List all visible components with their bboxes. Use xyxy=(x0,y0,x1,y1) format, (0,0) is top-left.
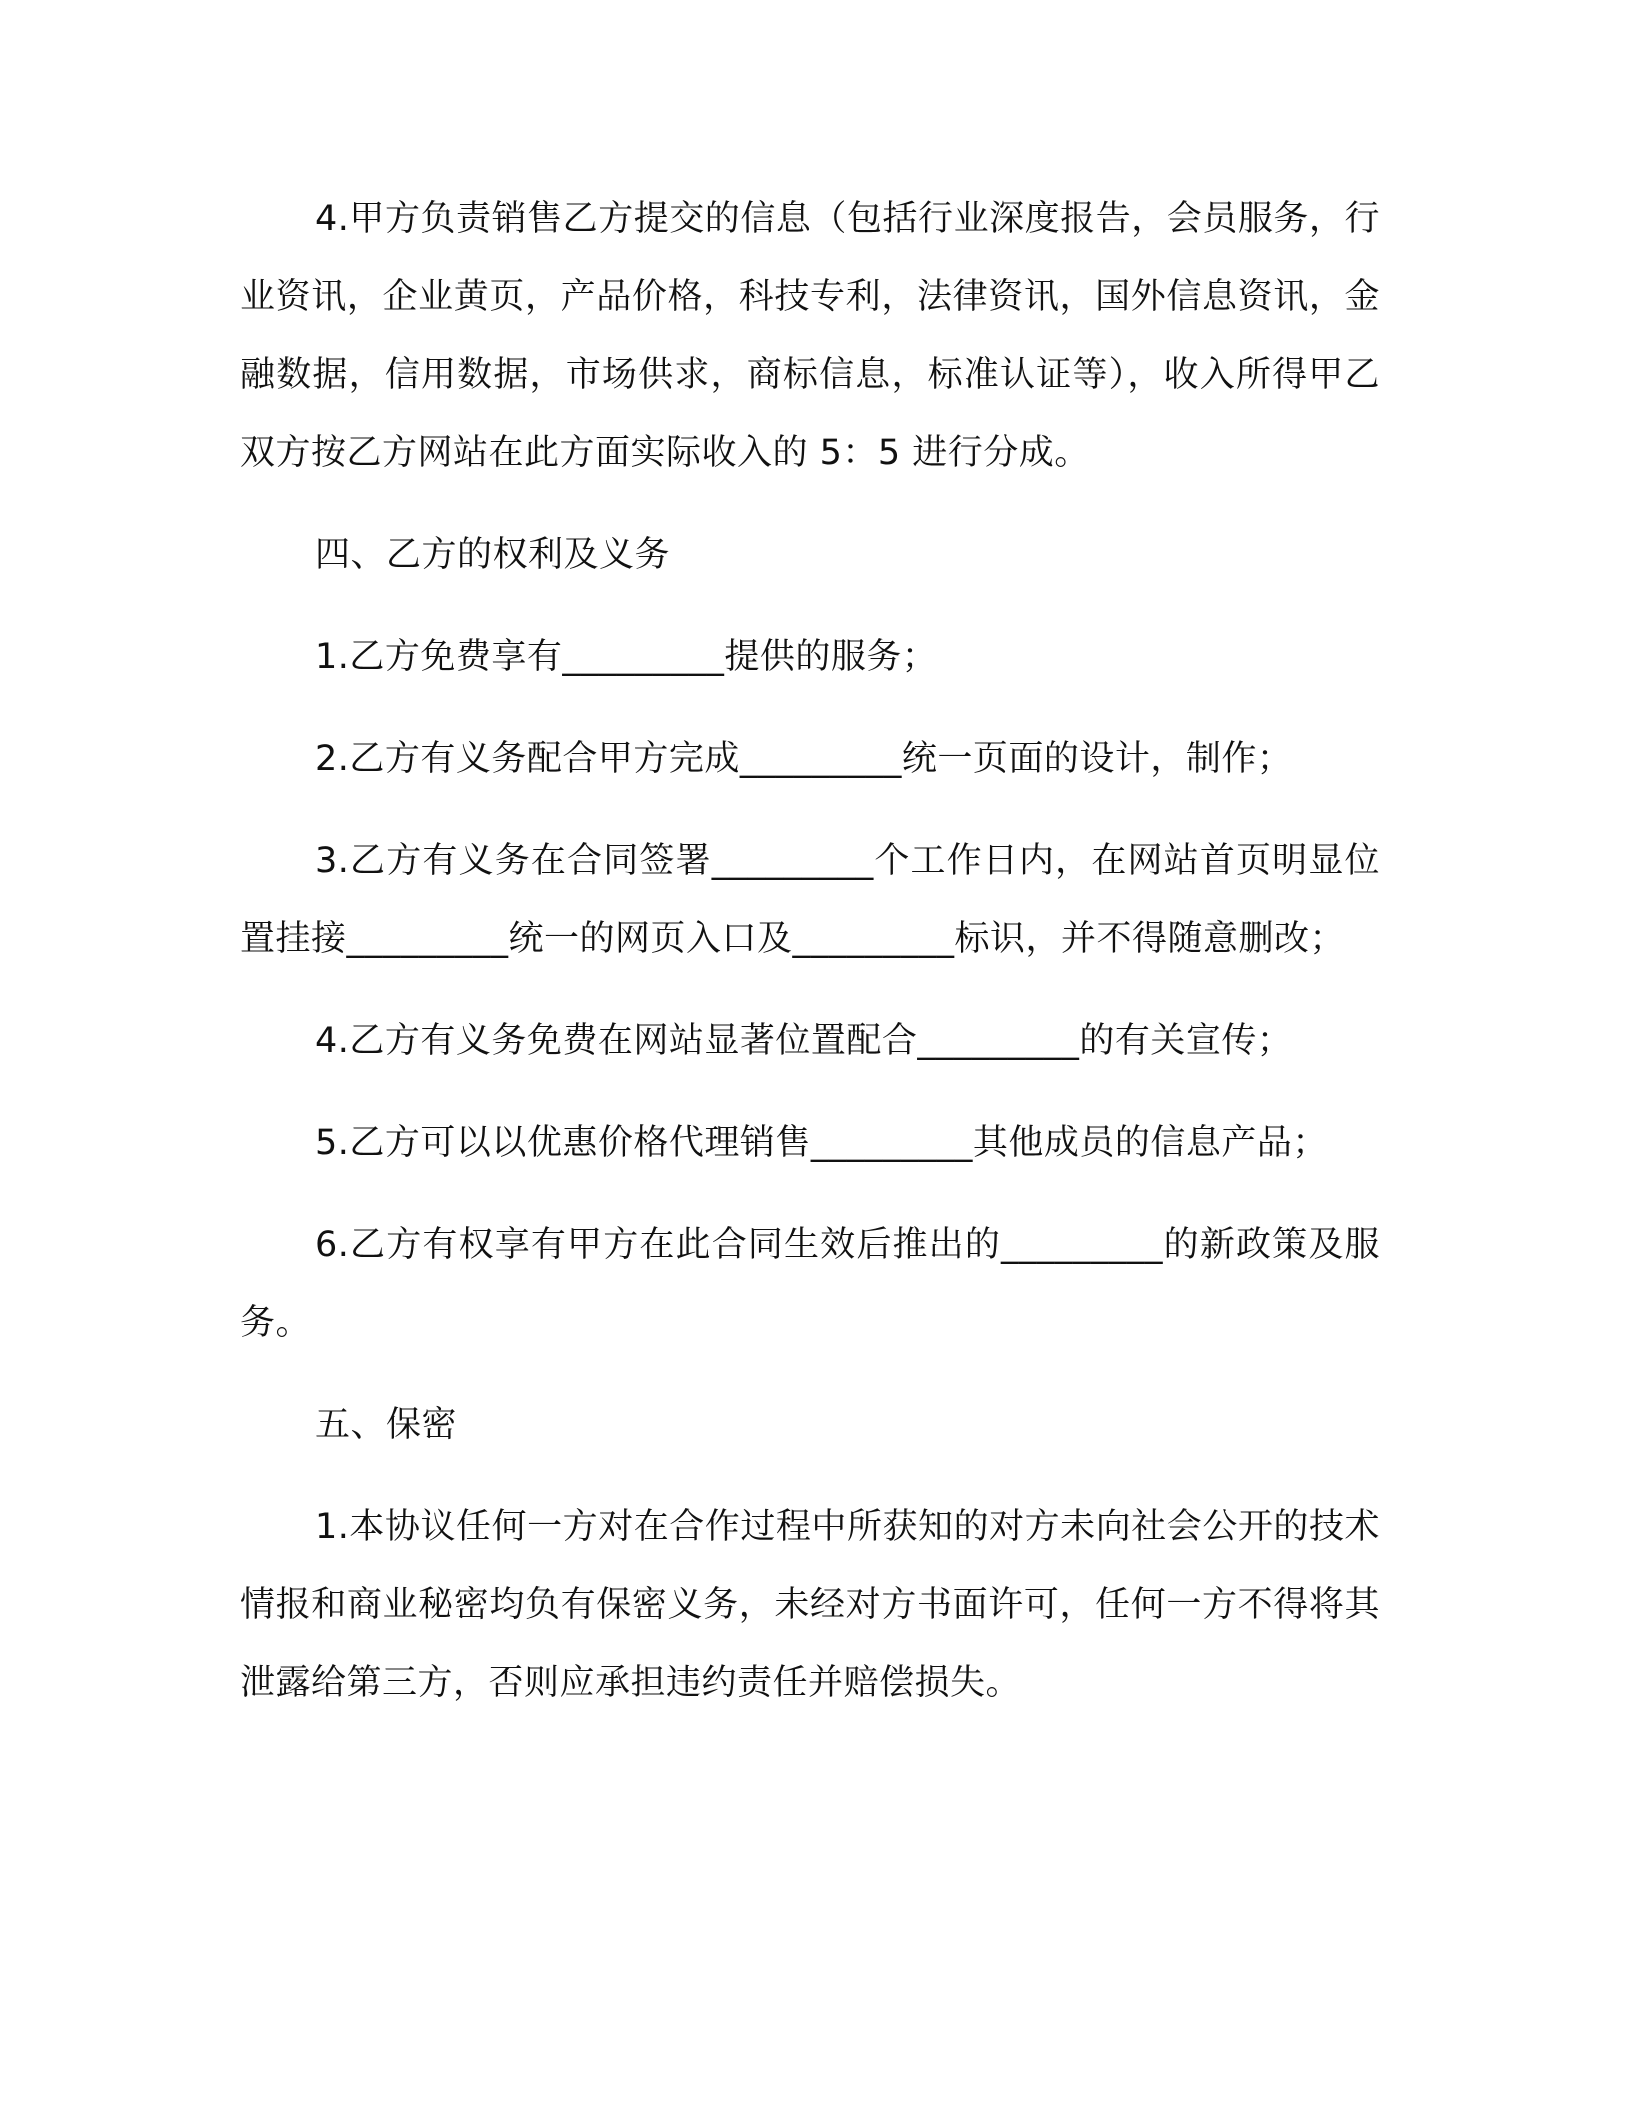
paragraph-b-3: 3.乙方有义务在合同签署_________个工作日内，在网站首页明显位置挂接_________统一的网页入口及_________标识，并不得随意删改； xyxy=(240,841,1380,959)
section-heading-confidentiality: 五、保密 xyxy=(315,1405,458,1445)
paragraph-b-5: 5.乙方可以以优惠价格代理销售_________其他成员的信息产品； xyxy=(315,1123,1328,1163)
paragraph-confidentiality-1: 1.本协议任何一方对在合作过程中所获知的对方未向社会公开的技术情报和商业秘密均负有保密义务，未经对方书面许可，任何一方不得将其泄露给第三方，否则应承担违约责任并赔偿损失。 xyxy=(240,1507,1380,1703)
document-body xyxy=(240,180,1380,1746)
paragraph-b-4: 4.乙方有义务免费在网站显著位置配合_________的有关宣传； xyxy=(315,1021,1293,1061)
paragraph-b-1: 1.乙方免费享有_________提供的服务； xyxy=(315,637,938,677)
paragraph-b-2: 2.乙方有义务配合甲方完成_________统一页面的设计，制作； xyxy=(315,739,1293,779)
paragraph-b-6: 6.乙方有权享有甲方在此合同生效后推出的_________的新政策及服务。 xyxy=(240,1225,1380,1343)
section-heading-party-b-rights: 四、乙方的权利及义务 xyxy=(315,535,671,575)
paragraph-revenue-share: 4.甲方负责销售乙方提交的信息（包括行业深度报告，会员服务，行业资讯，企业黄页，产品价格，科技专利，法律资讯，国外信息资讯，金融数据，信用数据，市场供求，商标信息，标准认证等），收入所得甲乙双方按乙方网站在此方面实际收入的 5：5 进行分成。 xyxy=(240,199,1380,473)
